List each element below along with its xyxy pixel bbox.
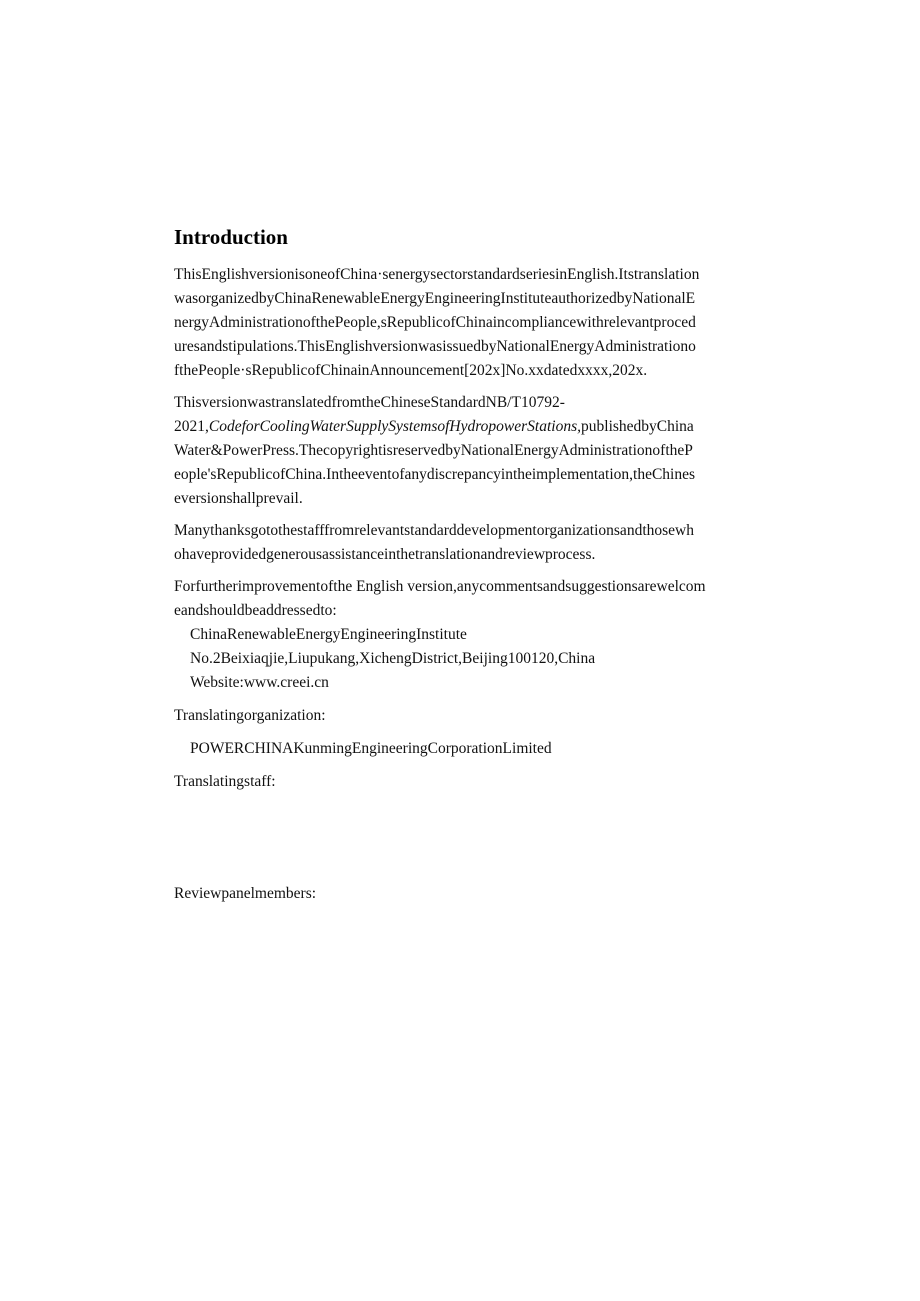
document-body (174, 224, 750, 914)
paragraph-translation-info (174, 263, 750, 383)
text-fragment: 2021, (174, 418, 209, 435)
paragraph-acknowledgements (174, 519, 750, 567)
text-line (174, 415, 750, 439)
text-line: uresandstipulations.ThisEnglishversionwasissuedbyNationalEnergyAdministrationo (174, 338, 696, 355)
translating-organization-name: POWERCHINAKunmingEngineeringCorporationLimited (190, 740, 552, 757)
address-website: Website:www.creei.cn (190, 674, 329, 691)
page-title: Introduction (174, 225, 288, 249)
paragraph-source-standard (174, 391, 750, 511)
text-line: ThisversionwastranslatedfromtheChineseStandardNB/T10792- (174, 394, 565, 411)
standard-title-italic: CodeforCoolingWaterSupplySystemsofHydropowerStations, (208, 418, 582, 435)
text-line: Water&PowerPress.ThecopyrightisreservedbyNationalEnergyAdministrationoftheP (174, 442, 693, 459)
text-line: eversionshallprevail. (174, 490, 303, 507)
text-line: Manythanksgotothestafffromrelevantstandarddevelopmentorganizationsandthosewh (174, 522, 694, 539)
text-line: fthePeople·sRepublicofChinainAnnouncement[202x]No.xxdatedxxxx,202x. (174, 362, 648, 379)
review-panel-label: Reviewpanelmembers: (174, 885, 317, 902)
text-line: ohaveprovidedgenerousassistanceinthetranslationandreviewprocess. (174, 546, 596, 563)
text-line: Forfurtherimprovementofthe English version,anycommentsandsuggestionsarewelcom (174, 578, 706, 595)
translating-organization-label: Translatingorganization: (174, 707, 326, 724)
paragraph-contact (174, 575, 750, 695)
text-line: ThisEnglishversionisoneofChina·senergysectorstandardseriesinEnglish.Itstranslation (174, 266, 700, 283)
address-institute: ChinaRenewableEnergyEngineeringInstitute (190, 626, 467, 643)
translating-staff-blank-space (174, 794, 750, 882)
address-street: No.2Beixiaqjie,Liupukang,XichengDistrict,Beijing100120,China (190, 650, 596, 667)
text-line: eandshouldbeaddressedto: (174, 602, 337, 619)
text-line: nergyAdministrationofthePeople,sRepublicofChinaincompliancewithrelevantproced (174, 314, 696, 331)
text-fragment: publishedbyChina (581, 418, 694, 435)
text-line: eople'sRepublicofChina.Intheeventofanydiscrepancyintheimplementation,theChines (174, 466, 696, 483)
text-line: wasorganizedbyChinaRenewableEnergyEngineeringInstituteauthorizedbyNationalE (174, 290, 696, 307)
translating-staff-label: Translatingstaff: (174, 773, 276, 790)
